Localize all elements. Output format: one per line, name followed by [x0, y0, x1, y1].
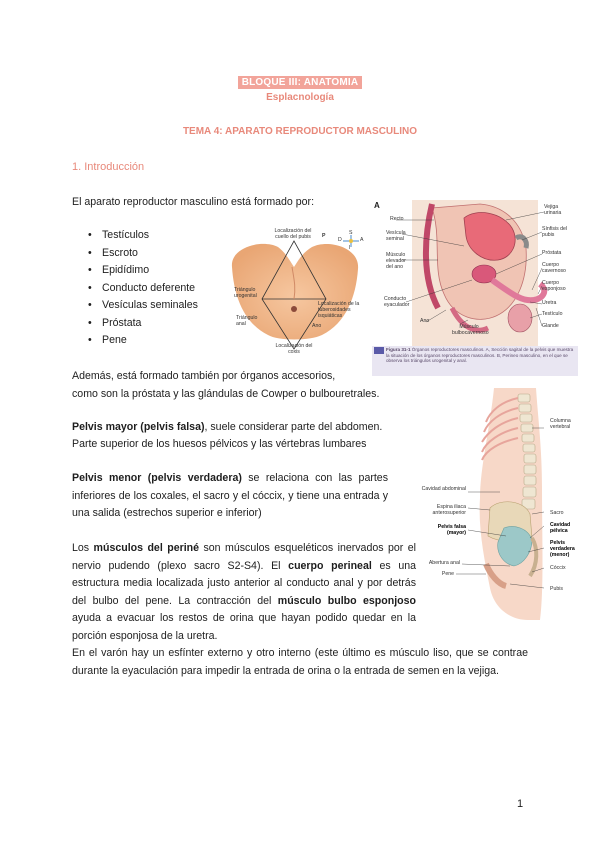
label-prostata: Próstata — [542, 250, 562, 256]
list-item: • Epidídimo — [76, 262, 198, 280]
compass-s: S — [349, 230, 353, 236]
label-pelvis-verdadera: Pelvis verdadera (menor) — [550, 540, 575, 558]
label-bulbo: Músculo bulbocavernoso — [452, 324, 489, 336]
label-cavidad-abdominal: Cavidad abdominal — [421, 486, 466, 492]
label-espina-iliaca: Espina iliaca anterosuperior — [432, 504, 466, 516]
panel-letter: A — [374, 201, 380, 210]
label-recto: Recto — [390, 216, 404, 222]
topic-title: TEMA 4: APARATO REPRODUCTOR MASCULINO — [182, 126, 418, 137]
pelvis-spine-figure — [420, 388, 588, 624]
label-tuberosidades: Localización de la tuberosidades isquiáticas — [318, 301, 360, 319]
list-item: • Vesículas seminales — [76, 297, 198, 315]
subject-title: Esplacnología — [266, 92, 334, 103]
label-elevador: Músculo elevador del ano — [386, 252, 406, 270]
block-title: BLOQUE III: ANATOMIA — [0, 72, 600, 90]
label-triangulo-anal: Triángulo anal — [236, 315, 258, 327]
label-pubis: Pubis — [550, 586, 563, 592]
label-pelvis-falsa: Pelvis falsa (mayor) — [437, 524, 466, 536]
section-heading: 1. Introducción — [72, 161, 145, 173]
label-sinfisis: Sínfisis del pubis — [542, 226, 568, 238]
compass-icon — [343, 235, 359, 247]
label-cuello-pubis: Localización del cuello del pubis — [274, 228, 312, 240]
compass-p: P — [322, 233, 326, 239]
perineum-figure — [222, 227, 367, 355]
pelvis-mayor-line2: Parte superior de los huesos pélvicos y las vértebras lumbares — [72, 438, 367, 450]
label-cavernoso: Cuerpo cavernoso — [542, 262, 566, 274]
label-glande: Glande — [542, 323, 559, 329]
label-ano-sagittal: Ano — [420, 318, 430, 324]
compass-a: A — [360, 237, 364, 243]
label-vesicula: Vesícula seminal — [386, 230, 406, 242]
accessory-organs-text: Además, está formado también por órganos accesorios, — [72, 370, 336, 382]
pelvis-menor-paragraph: Pelvis menor (pelvis verdadera) se relaciona con las partes — [72, 472, 388, 484]
list-item: • Pene — [76, 332, 198, 350]
label-cavidad-pelvica: Cavidad pélvica — [550, 522, 571, 534]
organ-list — [76, 227, 198, 350]
label-triangulo-urogenital: Triángulo urogenital — [234, 287, 257, 299]
list-item: • Conducto deferente — [76, 280, 198, 298]
figure-caption: Figura 31-1 Órganos reproductores masculinos. A, Sección sagital de la pelvis que muestra la situación de los órganos reproductores masculinos. B, Perineo masculino, en el que se observa los triángulos urogenital y anal. — [386, 347, 574, 363]
label-testiculo: Testículo — [542, 311, 563, 317]
varon-paragraph: En el varón hay un esfínter externo y otro interno (este último es músculo liso, que se contrae durante la eyaculación para impedir la entrada de orina o la entrada de semen en la vejiga. — [72, 647, 528, 677]
label-pene: Pene — [441, 571, 454, 577]
label-sacro: Sacro — [550, 510, 564, 516]
compass-i: I — [349, 245, 351, 251]
intro-text: El aparato reproductor masculino está formado por: — [72, 196, 315, 208]
label-coxis: Localización del coxis — [275, 343, 313, 355]
label-abertura-anal: Abertura anal — [428, 560, 460, 566]
label-esponjoso: Cuerpo esponjoso — [542, 280, 566, 292]
pelvis-menor-line2: inferiores de los coxales, el sacro y el cóccix, y tiene una entrada y — [72, 490, 388, 502]
list-item: • Escroto — [76, 245, 198, 263]
label-columna: Columna vertebral — [550, 418, 571, 430]
label-ano: Ano — [312, 323, 322, 329]
pelvis-menor-line3: una salida (estrechos superior e inferior) — [72, 507, 262, 519]
list-item: • Próstata — [76, 315, 198, 333]
label-uretra: Uretra — [542, 300, 557, 306]
page-number: 1 — [517, 798, 524, 810]
compass-d: D — [338, 237, 342, 243]
pelvis-sagittal-figure — [372, 198, 578, 376]
perine-paragraph: Los músculos del periné son músculos esqueléticos inervados por el nervio pudendo (plexo sacro S2-S4). El cuerpo perineal es una estructura media localizada justo anterior al conducto anal y por detrás del bulbo del pene. La contracción del músculo bulbo esponjoso ayuda a evacuar los restos de orina que hayan podido quedar en la porción esponjosa de la uretra. — [72, 542, 417, 642]
pelvis-mayor-paragraph: Pelvis mayor (pelvis falsa), suele considerar parte del abdomen. — [72, 421, 383, 433]
label-vejiga: Vejiga urinaria — [544, 204, 562, 216]
label-eyaculador: Conducto eyaculador — [384, 296, 410, 308]
label-coccix: Cóccix — [550, 565, 566, 571]
accessory-organs-text-2: como son la próstata y las glándulas de Cowper o bulbouretrales. — [72, 388, 380, 400]
list-item: • Testículos — [76, 227, 198, 245]
